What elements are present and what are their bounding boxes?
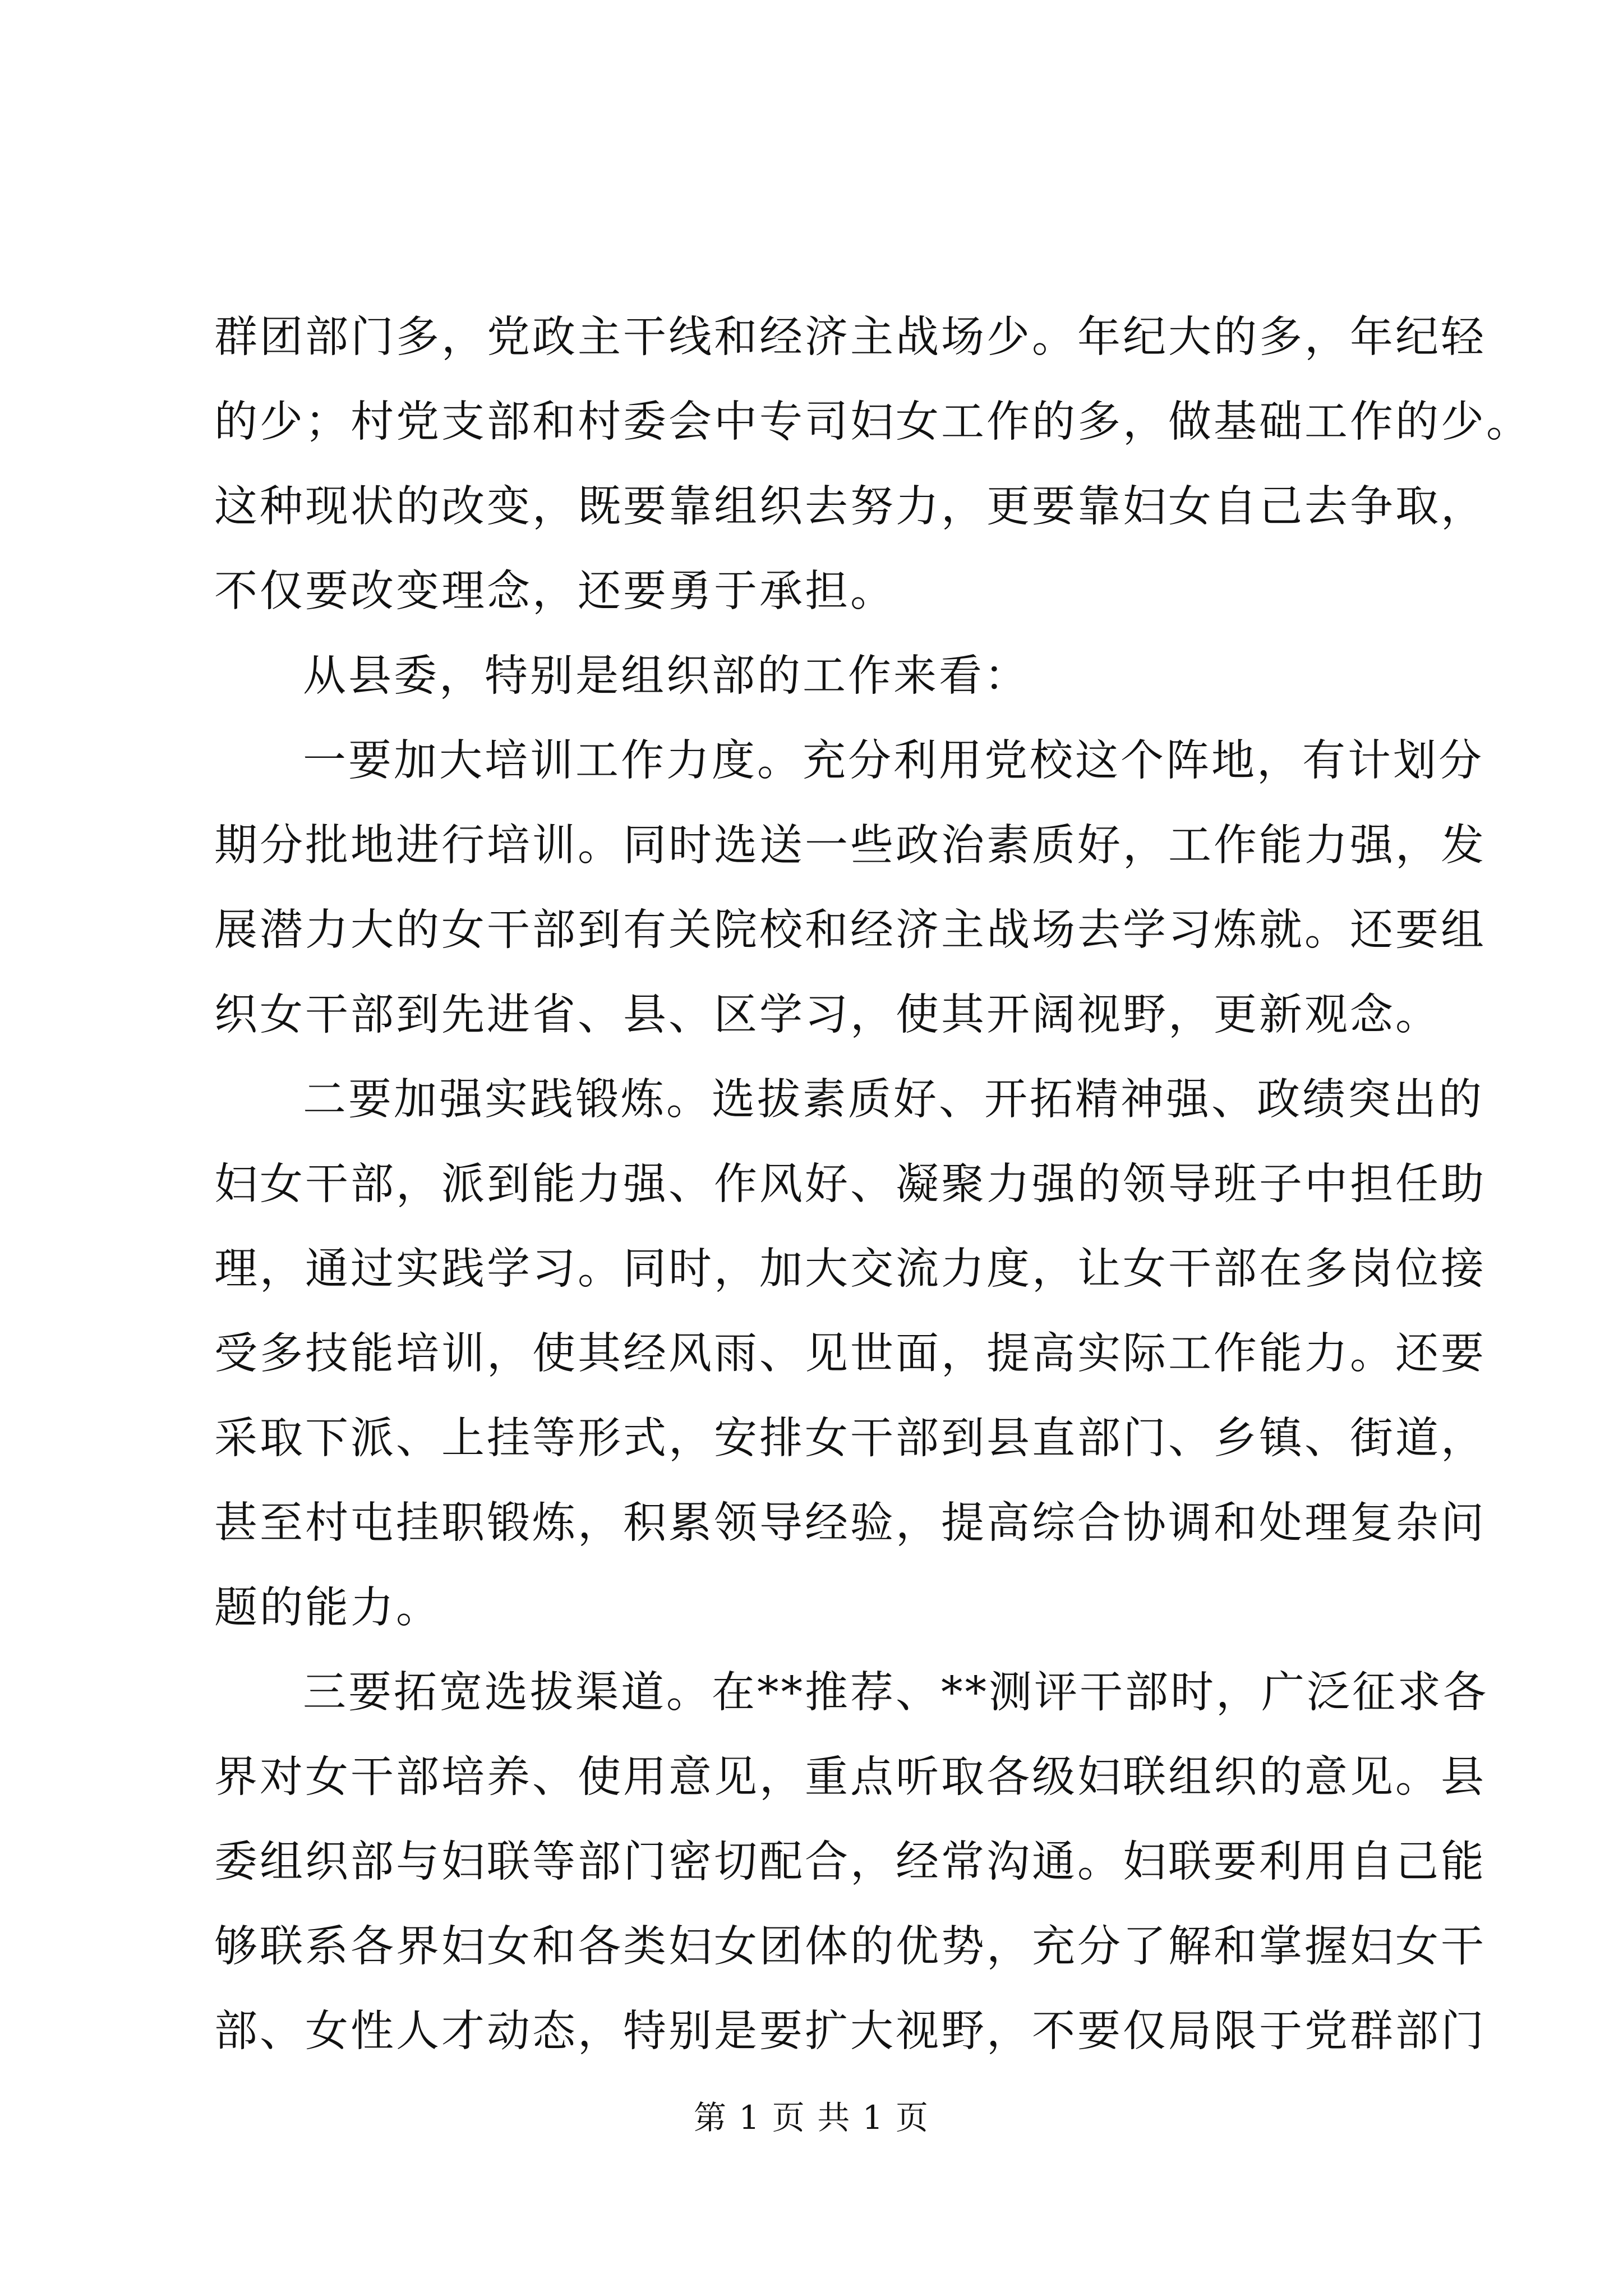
text-line: 妇女干部，派到能力强、作风好、凝聚力强的领导班子中担任助 bbox=[214, 1159, 1486, 1209]
text-line: 这种现状的改变，既要靠组织去努力，更要靠妇女自己去争取， bbox=[214, 482, 1486, 532]
document-body bbox=[214, 295, 1532, 2074]
text-line: 期分批地进行培训。同时选送一些政治素质好，工作能力强，发 bbox=[214, 821, 1486, 871]
text-line: 的少；村党支部和村委会中专司妇女工作的多，做基础工作的少。 bbox=[214, 397, 1532, 447]
text-line: 界对女干部培养、使用意见，重点听取各级妇联组织的意见。县 bbox=[214, 1752, 1486, 1802]
page-footer: 第 1 页 共 1 页 bbox=[694, 2099, 929, 2137]
text-line: 不仅要改变理念，还要勇于承担。 bbox=[214, 567, 896, 616]
text-line: 三要拓宽选拔渠道。在**推荐、**测评干部时，广泛征求各 bbox=[303, 1668, 1488, 1718]
text-line: 理，通过实践学习。同时，加大交流力度，让女干部在多岗位接 bbox=[214, 1244, 1486, 1294]
text-line: 织女干部到先进省、县、区学习，使其开阔视野，更新观念。 bbox=[214, 990, 1441, 1040]
text-line: 部、女性人才动态，特别是要扩大视野，不要仅局限于党群部门 bbox=[214, 2007, 1486, 2056]
text-line: 甚至村屯挂职锻炼，积累领导经验，提高综合协调和处理复杂问 bbox=[214, 1498, 1486, 1548]
text-line: 二要加强实践锻炼。选拔素质好、开拓精神强、政绩突出的 bbox=[303, 1075, 1484, 1125]
text-line: 一要加大培训工作力度。充分利用党校这个阵地，有计划分 bbox=[303, 736, 1484, 786]
text-line: 受多技能培训，使其经风雨、见世面，提高实际工作能力。还要 bbox=[214, 1329, 1486, 1379]
text-line: 够联系各界妇女和各类妇女团体的优势，充分了解和掌握妇女干 bbox=[214, 1922, 1486, 1972]
text-line: 采取下派、上挂等形式，安排女干部到县直部门、乡镇、街道， bbox=[214, 1414, 1486, 1464]
text-line: 从县委，特别是组织部的工作来看： bbox=[303, 651, 1030, 701]
text-line: 委组织部与妇联等部门密切配合，经常沟通。妇联要利用自己能 bbox=[214, 1837, 1486, 1887]
text-line: 题的能力。 bbox=[214, 1583, 441, 1633]
text-line: 群团部门多，党政主干线和经济主战场少。年纪大的多，年纪轻 bbox=[214, 312, 1486, 362]
text-line: 展潜力大的女干部到有关院校和经济主战场去学习炼就。还要组 bbox=[214, 905, 1486, 955]
